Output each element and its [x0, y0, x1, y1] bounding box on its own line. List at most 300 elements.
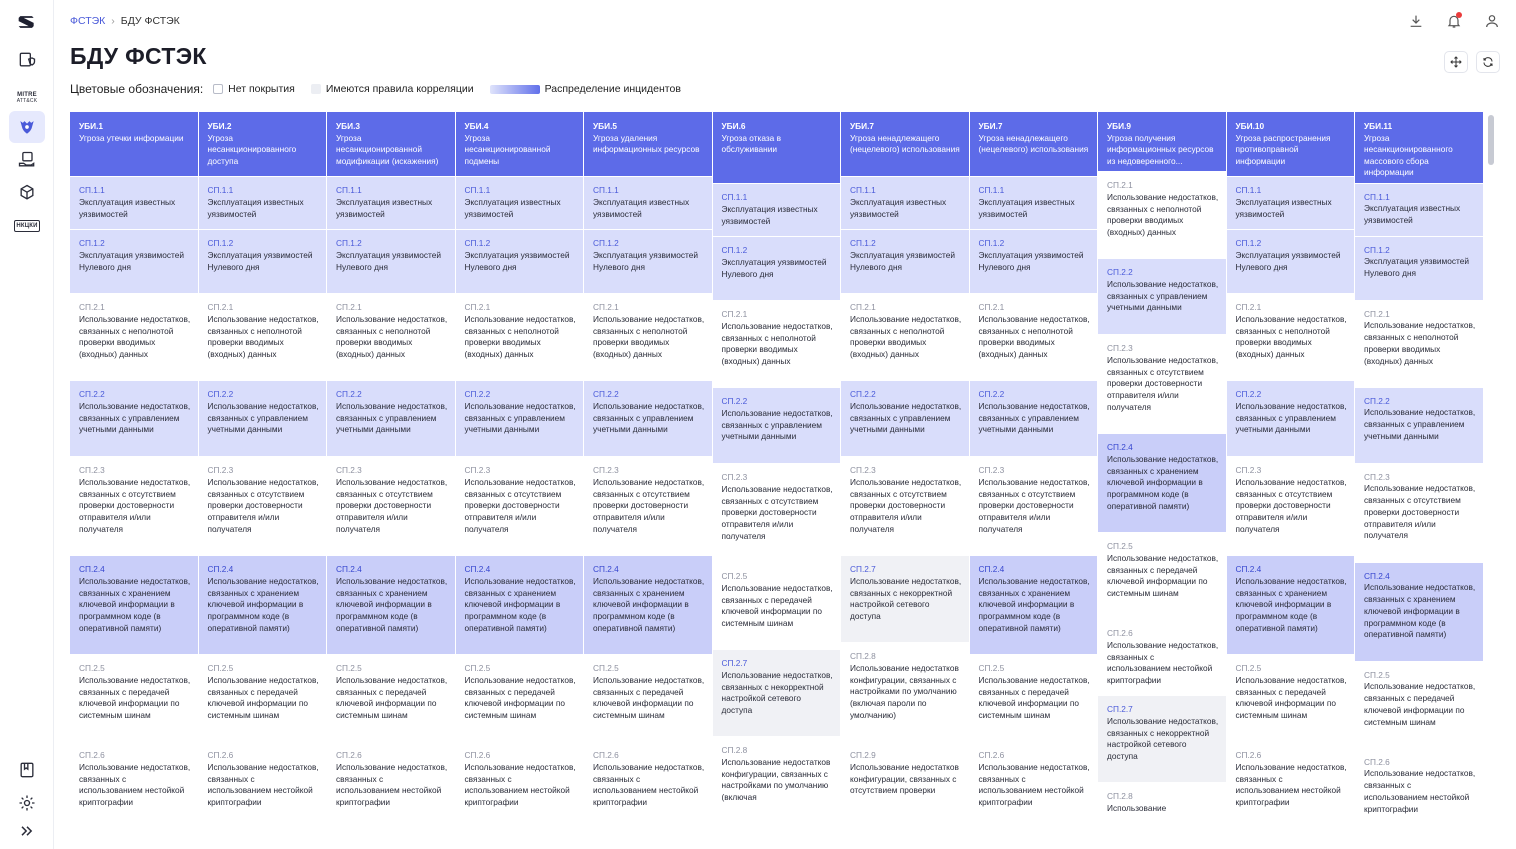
technique-cell[interactable] — [970, 230, 1098, 293]
technique-text: Использование недостатков, связанных с передачей ключевой информации по системным шинам — [336, 674, 448, 721]
technique-id: СП.1.1 — [207, 185, 234, 195]
technique-cell[interactable] — [713, 237, 841, 300]
threat-column — [1098, 112, 1226, 822]
technique-id: СП.2.4 — [1364, 570, 1390, 581]
technique-text: Использование недостатков, связанных с использованием нестойкой криптографии — [207, 761, 319, 808]
technique-text: Использование недостатков, связанных с некорректной настройкой сетевого доступа — [721, 669, 833, 716]
threat-column — [1355, 112, 1483, 822]
refresh-button[interactable] — [1476, 51, 1500, 73]
technique-cell[interactable] — [970, 655, 1098, 741]
technique-cell[interactable] — [70, 381, 198, 456]
technique-id: СП.1.2 — [79, 238, 105, 248]
technique-text: Использование недостатков, связанных с передачей ключевой информации по системным шинам — [464, 674, 576, 721]
threat-id: УБИ.7 — [978, 121, 1003, 131]
legend-title: Цветовые обозначения: — [70, 82, 204, 96]
threat-name: Угроза несанкционированного доступа — [207, 132, 297, 166]
technique-cell[interactable] — [713, 650, 841, 736]
technique-cell[interactable] — [970, 177, 1098, 229]
technique-id: СП.1.1 — [721, 192, 748, 202]
technique-cell[interactable] — [1227, 457, 1355, 555]
technique-id: СП.2.4 — [336, 564, 362, 574]
technique-text: Использование недостатков, связанных с использованием нестойкой криптографии — [978, 761, 1090, 808]
technique-text: Использование недостатков конфигурации, связанных с настройками по умолчанию (включая пароли по умолчанию) — [850, 662, 959, 720]
technique-id: СП.2.5 — [1107, 541, 1133, 551]
nkcki-label: НКЦКИ — [14, 220, 39, 232]
technique-id: СП.1.1 — [1235, 185, 1262, 195]
technique-id: СП.2.1 — [207, 302, 234, 312]
technique-cell[interactable] — [1227, 177, 1355, 229]
technique-text: Использование недостатков, связанных с отсутствием проверки достоверности отправителя и/или получателя — [1235, 476, 1347, 534]
technique-cell[interactable] — [1355, 237, 1483, 300]
technique-cell[interactable] — [70, 294, 198, 380]
technique-cell[interactable] — [584, 457, 712, 555]
technique-id: СП.2.7 — [721, 658, 748, 668]
technique-text: Эксплуатация уязвимостей Нулевого дня — [978, 249, 1084, 272]
technique-cell[interactable] — [1227, 742, 1355, 822]
boxes-icon[interactable] — [9, 177, 45, 209]
technique-cell[interactable] — [1098, 620, 1226, 695]
fstec-emblem-icon[interactable] — [9, 111, 45, 143]
legend-correlation — [311, 83, 474, 95]
technique-cell[interactable] — [713, 737, 841, 817]
technique-id: СП.2.5 — [79, 663, 105, 673]
technique-text: Эксплуатация уязвимостей Нулевого дня — [336, 249, 441, 272]
technique-text: Эксплуатация уязвимостей Нулевого дня — [1364, 256, 1469, 279]
threat-id: УБИ.3 — [336, 121, 361, 131]
technique-cell[interactable] — [1227, 381, 1355, 456]
technique-text: Использование недостатков, связанных с управлением учетными данными — [464, 400, 576, 435]
breadcrumb-separator: › — [111, 15, 115, 27]
threat-header[interactable] — [70, 112, 198, 176]
technique-cell[interactable] — [841, 556, 969, 642]
technique-cell[interactable] — [199, 230, 327, 293]
technique-cell[interactable] — [584, 556, 712, 654]
technique-text: Эксплуатация уязвимостей Нулевого дня — [1235, 249, 1341, 272]
technique-cell[interactable] — [1355, 749, 1483, 829]
technique-id: СП.2.4 — [593, 564, 619, 574]
threat-id: УБИ.6 — [721, 121, 746, 131]
technique-cell[interactable] — [1098, 259, 1226, 334]
technique-id: СП.1.1 — [79, 185, 105, 195]
technique-id: СП.1.1 — [850, 185, 876, 195]
technique-cell[interactable] — [1098, 335, 1226, 433]
technique-text: Эксплуатация известных уязвимостей — [207, 196, 304, 219]
technique-cell[interactable] — [970, 556, 1098, 654]
technique-id: СП.2.3 — [978, 465, 1005, 475]
technique-cell[interactable] — [1227, 655, 1355, 741]
scrollbar-thumb[interactable] — [1488, 115, 1494, 165]
technique-text: Эксплуатация известных уязвимостей — [79, 196, 176, 219]
technique-cell[interactable] — [327, 742, 455, 822]
technique-cell[interactable] — [970, 294, 1098, 380]
technique-text: Использование недостатков, связанных с отсутствием проверки достоверности отправителя и/или получателя — [1107, 354, 1219, 412]
threat-name: Угроза несанкционированной подмены — [464, 132, 551, 166]
technique-text: Использование недостатков, связанных с хранением ключевой информации в программном коде (в оперативной памяти) — [464, 575, 576, 633]
technique-text: Использование недостатков, связанных с передачей ключевой информации по системным шинам — [207, 674, 319, 721]
page-title: БДУ ФСТЭК — [70, 43, 207, 69]
technique-cell[interactable] — [713, 301, 841, 387]
matrix-toolbar — [1444, 51, 1500, 73]
technique-text: Использование недостатков, связанных с неполнотой проверки вводимых (входных) данных — [978, 313, 1090, 360]
technique-id: СП.2.1 — [978, 302, 1005, 312]
technique-cell[interactable] — [70, 177, 198, 229]
technique-text: Использование недостатков, связанных с неполнотой проверки вводимых (входных) данных — [207, 313, 319, 360]
technique-cell[interactable] — [1098, 533, 1226, 619]
threat-id: УБИ.2 — [207, 121, 232, 131]
technique-cell[interactable] — [1098, 434, 1226, 532]
technique-cell[interactable] — [327, 655, 455, 741]
technique-cell[interactable] — [841, 457, 969, 555]
technique-text: Эксплуатация известных уязвимостей — [464, 196, 561, 219]
technique-cell[interactable] — [1098, 783, 1226, 843]
threat-name: Угроза ненадлежащего (нецелевого) использования — [850, 132, 960, 154]
technique-id: СП.2.9 — [850, 750, 876, 760]
technique-cell[interactable] — [456, 294, 584, 380]
logo-icon[interactable] — [9, 6, 45, 38]
technique-cell[interactable] — [70, 230, 198, 293]
legend-distribution — [490, 83, 681, 95]
threat-column — [713, 112, 841, 822]
technique-cell[interactable] — [841, 177, 969, 229]
technique-cell[interactable] — [584, 230, 712, 293]
technique-cell[interactable] — [327, 381, 455, 456]
technique-text: Использование недостатков, связанных с управлением учетными данными — [1235, 400, 1347, 435]
technique-id: СП.2.3 — [593, 465, 619, 475]
technique-id: СП.2.6 — [1107, 628, 1133, 638]
technique-id: СП.2.2 — [1107, 267, 1133, 277]
threat-id: УБИ.10 — [1235, 121, 1265, 131]
technique-id: СП.1.2 — [593, 238, 619, 248]
technique-cell[interactable] — [327, 457, 455, 555]
technique-id: СП.1.2 — [1364, 244, 1390, 255]
technique-cell[interactable] — [199, 655, 327, 741]
threat-header[interactable] — [713, 112, 841, 183]
legend-swatch-gradient — [490, 85, 540, 94]
threat-name: Угроза распространения противоправной информации — [1235, 132, 1331, 166]
technique-cell[interactable] — [1355, 388, 1483, 463]
technique-cell[interactable] — [1355, 662, 1483, 748]
technique-text: Использование недостатков, связанных с передачей ключевой информации по системным шинам — [721, 582, 833, 629]
technique-id: СП.2.4 — [1107, 442, 1133, 452]
technique-id: СП.2.6 — [1235, 750, 1262, 760]
technique-id: СП.2.6 — [1364, 756, 1390, 767]
legend-swatch-corr — [311, 84, 321, 94]
technique-cell[interactable] — [199, 457, 327, 555]
color-legend — [70, 82, 697, 96]
technique-cell[interactable] — [327, 177, 455, 229]
technique-cell[interactable] — [199, 294, 327, 380]
technique-id: СП.2.3 — [1107, 343, 1133, 353]
technique-text: Использование недостатков, связанных с отсутствием проверки достоверности отправителя и/или получателя — [79, 476, 191, 534]
technique-text: Использование недостатков, связанных с отсутствием проверки достоверности отправителя и/или получателя — [207, 476, 319, 534]
technique-text: Использование недостатков, связанных с неполнотой проверки вводимых (входных) данных — [721, 320, 833, 367]
technique-cell[interactable] — [1355, 464, 1483, 562]
threat-name: Угроза несанкционированного массового сбора информации — [1364, 132, 1453, 177]
threat-header[interactable] — [584, 112, 712, 176]
technique-id: СП.2.5 — [593, 663, 619, 673]
technique-cell[interactable] — [584, 655, 712, 741]
legend-no-coverage — [213, 83, 295, 95]
technique-cell[interactable] — [327, 556, 455, 654]
technique-text: Использование недостатков, связанных с хранением ключевой информации в программном коде (в оперативной памяти) — [1235, 575, 1347, 633]
technique-text: Использование недостатков, связанных с передачей ключевой информации по системным шинам — [79, 674, 191, 721]
technique-cell[interactable] — [841, 643, 969, 741]
legend-label: Нет покрытия — [228, 83, 295, 95]
technique-cell[interactable] — [1098, 696, 1226, 782]
technique-id: СП.2.5 — [1235, 663, 1262, 673]
breadcrumb-root[interactable]: ФСТЭК — [70, 15, 106, 27]
technique-text: Использование недостатков, связанных с неполнотой проверки вводимых (входных) данных — [593, 313, 705, 360]
technique-cell[interactable] — [1227, 230, 1355, 293]
technique-text: Использование недостатков, связанных с отсутствием проверки достоверности отправителя и/или получателя — [464, 476, 576, 534]
technique-cell[interactable] — [584, 294, 712, 380]
technique-id: СП.2.1 — [721, 309, 748, 319]
technique-text: Использование недостатков, связанных с использованием нестойкой криптографии — [336, 761, 448, 808]
bell-icon[interactable] — [1444, 10, 1464, 32]
technique-id: СП.2.3 — [850, 465, 876, 475]
move-icon — [1450, 56, 1462, 68]
user-icon[interactable] — [1482, 10, 1502, 32]
technique-text: Использование недостатков, связанных с управлением учетными данными — [721, 407, 833, 442]
technique-text: Использование недостатков, связанных с отсутствием проверки достоверности отправителя и/или получателя — [978, 476, 1090, 534]
technique-text: Использование недостатков, связанных с передачей ключевой информации по системным шинам — [593, 674, 705, 721]
technique-text: Использование недостатков, связанных с управлением учетными данными — [207, 400, 319, 435]
threat-header[interactable] — [327, 112, 455, 176]
technique-id: СП.2.5 — [336, 663, 362, 673]
technique-cell[interactable] — [1098, 172, 1226, 258]
threat-column — [584, 112, 712, 822]
technique-text: Эксплуатация уязвимостей Нулевого дня — [207, 249, 313, 272]
technique-text: Эксплуатация уязвимостей Нулевого дня — [593, 249, 698, 272]
threat-id: УБИ.11 — [1364, 121, 1393, 131]
technique-cell[interactable] — [1355, 563, 1483, 661]
technique-text: Эксплуатация известных уязвимостей — [850, 196, 947, 219]
expand-sidebar-icon[interactable] — [9, 815, 45, 847]
nkcki-icon[interactable] — [9, 210, 45, 242]
technique-cell[interactable] — [456, 177, 584, 229]
technique-cell[interactable] — [970, 742, 1098, 822]
technique-cell[interactable] — [1355, 184, 1483, 236]
threat-header[interactable] — [199, 112, 327, 176]
technique-id: СП.2.8 — [1107, 791, 1133, 801]
threat-column — [199, 112, 327, 822]
technique-id: СП.1.2 — [464, 238, 491, 248]
technique-text: Эксплуатация известных уязвимостей — [978, 196, 1075, 219]
technique-text: Использование недостатков, связанных с отсутствием проверки достоверности отправителя и/или получателя — [721, 483, 833, 541]
technique-cell[interactable] — [70, 655, 198, 741]
breadcrumb — [70, 15, 180, 27]
technique-text: Эксплуатация известных уязвимостей — [1364, 203, 1461, 226]
technique-cell[interactable] — [456, 556, 584, 654]
technique-cell[interactable] — [327, 294, 455, 380]
technique-id: СП.2.3 — [1364, 471, 1390, 482]
download-icon[interactable] — [1406, 10, 1426, 32]
technique-id: СП.1.2 — [850, 238, 876, 248]
technique-id: СП.2.4 — [978, 564, 1005, 574]
technique-cell[interactable] — [584, 381, 712, 456]
technique-text: Эксплуатация известных уязвимостей — [336, 196, 433, 219]
technique-id: СП.1.1 — [1364, 191, 1390, 202]
technique-id: СП.2.2 — [1235, 389, 1262, 399]
technique-cell[interactable] — [70, 457, 198, 555]
technique-text: Использование недостатков, связанных с отсутствием проверки достоверности отправителя и/или получателя — [336, 476, 448, 534]
technique-cell[interactable] — [841, 294, 969, 380]
threat-header[interactable] — [1355, 112, 1483, 183]
technique-cell[interactable] — [456, 230, 584, 293]
threat-column — [1227, 112, 1355, 822]
technique-cell[interactable] — [841, 381, 969, 456]
technique-cell[interactable] — [456, 457, 584, 555]
threat-id: УБИ.9 — [1107, 121, 1132, 131]
technique-cell[interactable] — [841, 230, 969, 293]
book-icon[interactable] — [9, 754, 45, 786]
technique-cell[interactable] — [199, 556, 327, 654]
technique-text: Использование недостатков, связанных с неполнотой проверки вводимых (входных) данных — [464, 313, 576, 360]
technique-id: СП.2.4 — [464, 564, 491, 574]
technique-cell[interactable] — [584, 177, 712, 229]
technique-id: СП.2.5 — [721, 571, 748, 581]
technique-cell[interactable] — [70, 556, 198, 654]
technique-id: СП.2.1 — [336, 302, 362, 312]
technique-cell[interactable] — [713, 563, 841, 649]
threat-id: УБИ.4 — [464, 121, 489, 131]
technique-cell[interactable] — [456, 381, 584, 456]
technique-id: СП.2.6 — [464, 750, 491, 760]
technique-text: Использование недостатков, связанных с использованием нестойкой криптографии — [464, 761, 576, 808]
technique-id: СП.2.3 — [721, 472, 748, 482]
technique-cell[interactable] — [199, 177, 327, 229]
technique-id: СП.2.1 — [1235, 302, 1262, 312]
threat-header[interactable] — [1227, 112, 1355, 176]
technique-cell[interactable] — [199, 742, 327, 822]
technique-id: СП.2.7 — [1107, 704, 1133, 714]
technique-text: Использование недостатков, связанных с хранением ключевой информации в программном коде (в оперативной памяти) — [1364, 582, 1476, 640]
technique-text: Использование — [1107, 802, 1167, 813]
technique-id: СП.2.1 — [850, 302, 876, 312]
hand-document-icon[interactable] — [9, 144, 45, 176]
technique-cell[interactable] — [456, 655, 584, 741]
technique-text: Использование недостатков, связанных с некорректной настройкой сетевого доступа — [850, 575, 962, 622]
technique-cell[interactable] — [456, 742, 584, 822]
technique-text: Использование недостатков, связанных с управлением учетными данными — [850, 400, 962, 435]
threat-header[interactable] — [456, 112, 584, 176]
technique-text: Использование недостатков, связанных с управлением учетными данными — [79, 400, 191, 435]
move-button[interactable] — [1444, 51, 1468, 73]
technique-id: СП.2.1 — [464, 302, 491, 312]
technique-id: СП.1.2 — [1235, 238, 1262, 248]
technique-cell[interactable] — [713, 464, 841, 562]
technique-text: Использование недостатков, связанных с хранением ключевой информации в программном коде (в оперативной памяти) — [593, 575, 705, 633]
technique-id: СП.2.3 — [336, 465, 362, 475]
technique-id: СП.2.6 — [336, 750, 362, 760]
technique-text: Использование недостатков, связанных с неполнотой проверки вводимых (входных) данных — [850, 313, 962, 360]
technique-text: Эксплуатация уязвимостей Нулевого дня — [850, 249, 955, 272]
shield-document-icon[interactable] — [9, 44, 45, 76]
technique-cell[interactable] — [1227, 556, 1355, 654]
threat-id: УБИ.5 — [593, 121, 618, 131]
technique-id: СП.2.5 — [1364, 669, 1390, 680]
technique-text: Эксплуатация уязвимостей Нулевого дня — [79, 249, 184, 272]
technique-id: СП.2.1 — [1107, 180, 1133, 190]
threat-column — [327, 112, 455, 822]
technique-cell[interactable] — [327, 230, 455, 293]
technique-id: СП.2.1 — [1364, 308, 1390, 319]
matrix-scrollbar[interactable] — [1488, 112, 1495, 822]
refresh-icon — [1482, 56, 1494, 68]
technique-id: СП.2.3 — [1235, 465, 1262, 475]
technique-text: Использование недостатков, связанных с хранением ключевой информации в программном коде (в оперативной памяти) — [1107, 453, 1219, 511]
technique-cell[interactable] — [713, 184, 841, 236]
technique-id: СП.1.1 — [464, 185, 491, 195]
threat-id: УБИ.1 — [79, 121, 104, 131]
technique-text: Использование недостатков, связанных с отсутствием проверки достоверности отправителя и/или получателя — [1364, 483, 1476, 541]
technique-id: СП.2.2 — [593, 389, 619, 399]
technique-id: СП.2.2 — [336, 389, 362, 399]
technique-text: Использование недостатков, связанных с хранением ключевой информации в программном коде (в оперативной памяти) — [207, 575, 319, 633]
technique-cell[interactable] — [70, 742, 198, 822]
technique-text: Использование недостатков, связанных с передачей ключевой информации по системным шинам — [1235, 674, 1347, 721]
threat-id: УБИ.7 — [850, 121, 875, 131]
technique-id: СП.2.6 — [79, 750, 105, 760]
technique-text: Эксплуатация известных уязвимостей — [721, 203, 818, 226]
mitre-attack-icon[interactable] — [9, 82, 45, 114]
technique-id: СП.2.2 — [207, 389, 234, 399]
technique-text: Использование недостатков конфигурации, связанных с настройками по умолчанию (включая — [721, 756, 831, 803]
technique-cell[interactable] — [584, 742, 712, 822]
technique-text: Эксплуатация известных уязвимостей — [1235, 196, 1332, 219]
technique-id: СП.2.2 — [850, 389, 876, 399]
attack-label: ATT&CK — [16, 98, 38, 104]
threat-name: Угроза удаления информационных ресурсов — [593, 132, 700, 154]
technique-text: Эксплуатация уязвимостей Нулевого дня — [721, 256, 827, 279]
technique-id: СП.1.1 — [593, 185, 619, 195]
technique-cell[interactable] — [1227, 294, 1355, 380]
technique-id: СП.2.2 — [464, 389, 491, 399]
technique-cell[interactable] — [1355, 301, 1483, 387]
threat-header[interactable] — [1098, 112, 1226, 171]
technique-id: СП.1.2 — [978, 238, 1005, 248]
technique-text: Использование недостатков, связанных с передачей ключевой информации по системным шинам — [978, 674, 1090, 721]
technique-text: Использование недостатков, связанных с неполнотой проверки вводимых (входных) данных — [1235, 313, 1347, 360]
technique-id: СП.2.4 — [79, 564, 105, 574]
technique-text: Использование недостатков конфигурации, связанных с отсутствием проверки — [850, 761, 959, 796]
technique-text: Использование недостатков, связанных с передачей ключевой информации по системным шинам — [1107, 552, 1219, 599]
technique-id: СП.2.6 — [593, 750, 619, 760]
threat-header[interactable] — [841, 112, 969, 176]
threat-column — [70, 112, 198, 822]
technique-id: СП.2.8 — [850, 651, 876, 661]
technique-text: Использование недостатков, связанных с управлением учетными данными — [1364, 407, 1476, 441]
technique-cell[interactable] — [713, 388, 841, 463]
technique-text: Эксплуатация уязвимостей Нулевого дня — [464, 249, 570, 272]
legend-swatch-none — [213, 84, 223, 94]
technique-cell[interactable] — [970, 381, 1098, 456]
technique-id: СП.1.2 — [207, 238, 234, 248]
technique-text: Использование недостатков, связанных с отсутствием проверки достоверности отправителя и/или получателя — [850, 476, 962, 534]
technique-id: СП.2.3 — [464, 465, 491, 475]
technique-text: Использование недостатков, связанных с управлением учетными данными — [978, 400, 1090, 435]
technique-text: Использование недостатков, связанных с управлением учетными данными — [593, 400, 705, 435]
technique-text: Использование недостатков, связанных с использованием нестойкой криптографии — [593, 761, 705, 808]
technique-text: Использование недостатков, связанных с хранением ключевой информации в программном коде (в оперативной памяти) — [336, 575, 448, 633]
technique-cell[interactable] — [841, 742, 969, 822]
technique-cell[interactable] — [970, 457, 1098, 555]
technique-id: СП.1.2 — [336, 238, 362, 248]
technique-text: Использование недостатков, связанных с неполнотой проверки вводимых (входных) данных — [79, 313, 191, 360]
threat-name: Угроза ненадлежащего (нецелевого) использования — [978, 132, 1089, 154]
technique-cell[interactable] — [199, 381, 327, 456]
threat-header[interactable] — [970, 112, 1098, 176]
